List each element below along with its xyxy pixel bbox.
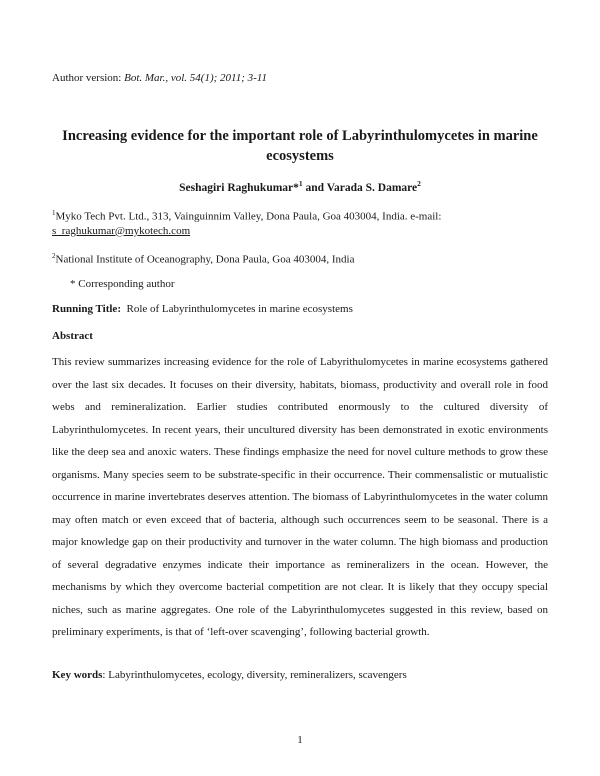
author-1-name: Seshagiri Raghukumar* xyxy=(179,181,299,194)
affiliation-2-text: National Institute of Oceanography, Dona Paula, Goa 403004, India xyxy=(55,253,355,266)
affiliation-1-mark: 1 xyxy=(52,209,56,217)
corresponding-author-note: * Corresponding author xyxy=(70,278,175,290)
author-1-affiliation-mark: 1 xyxy=(298,179,303,188)
running-title-label: Running Title: xyxy=(52,303,121,315)
running-title-text: Role of Labyrinthulomycetes in marine ecosystems xyxy=(126,303,353,315)
keywords-label: Key words xyxy=(52,669,103,681)
author-list xyxy=(52,177,548,195)
page-number: 1 xyxy=(297,734,303,746)
author-version-line xyxy=(52,71,267,85)
keywords-text: : Labyrinthulomycetes, ecology, diversity, remineralizers, scavengers xyxy=(102,669,407,681)
affiliation-2 xyxy=(52,249,552,267)
affiliation-1 xyxy=(52,206,552,238)
author-2-name: Varada S. Damare xyxy=(326,181,418,194)
affiliation-2-mark: 2 xyxy=(52,252,56,260)
author-joiner: and xyxy=(302,181,327,194)
abstract-body: This review summarizes increasing evidence for the role of Labyrithulomycetes in marine ecosystems gathered over the last six decades. It focuses on their diversity, habitats, biomass, productivity and overall role in food webs and remineralization. Earlier studies contributed enormously to the cultured diversity of Labyrinthulomycetes. In recent years, their uncultured diversity has been demonstrated in exotic environments like the deep sea and anoxic waters. These findings emphasize the need for novel culture methods to grow these organisms. Many species seem to be substrate-specific in their occurrence. Their commensalistic or mutualistic occurrence in marine invertebrates deserves attention. The biomass of Labyrinthulomycetes in the water column may often match or even exceed that of bacteria, although such occurrences seem to be seasonal. There is a major knowledge gap on their productivity and turnover in the water column. The high biomass and production of several degradative enzymes indicate their importance as remineralizers in the ocean. However, the mechanisms by which they overcome bacterial competition are not clear. It is likely that they occupy special niches, such as marine aggregates. One role of the Labyrinthulomycetes suggested in this review, based on preliminary experiments, is that of ‘left-over scavenging’, following bacterial growth. xyxy=(52,356,548,638)
running-title xyxy=(52,302,353,316)
journal-reference: Bot. Mar., vol. 54(1); 2011; 3-11 xyxy=(124,72,267,84)
abstract-heading: Abstract xyxy=(52,330,93,342)
email-link[interactable]: s_raghukumar@mykotech.com xyxy=(52,224,191,237)
paper-title: Increasing evidence for the important role of Labyrinthulomycetes in marine ecosystems xyxy=(62,128,538,164)
author-version-prefix: Author version: xyxy=(52,72,125,84)
keywords-line xyxy=(52,668,407,682)
affiliation-1-text: Myko Tech Pvt. Ltd., 313, Vainguinnim Valley, Dona Paula, Goa 403004, India. e-mail: xyxy=(55,210,442,223)
author-2-affiliation-mark: 2 xyxy=(417,179,421,188)
